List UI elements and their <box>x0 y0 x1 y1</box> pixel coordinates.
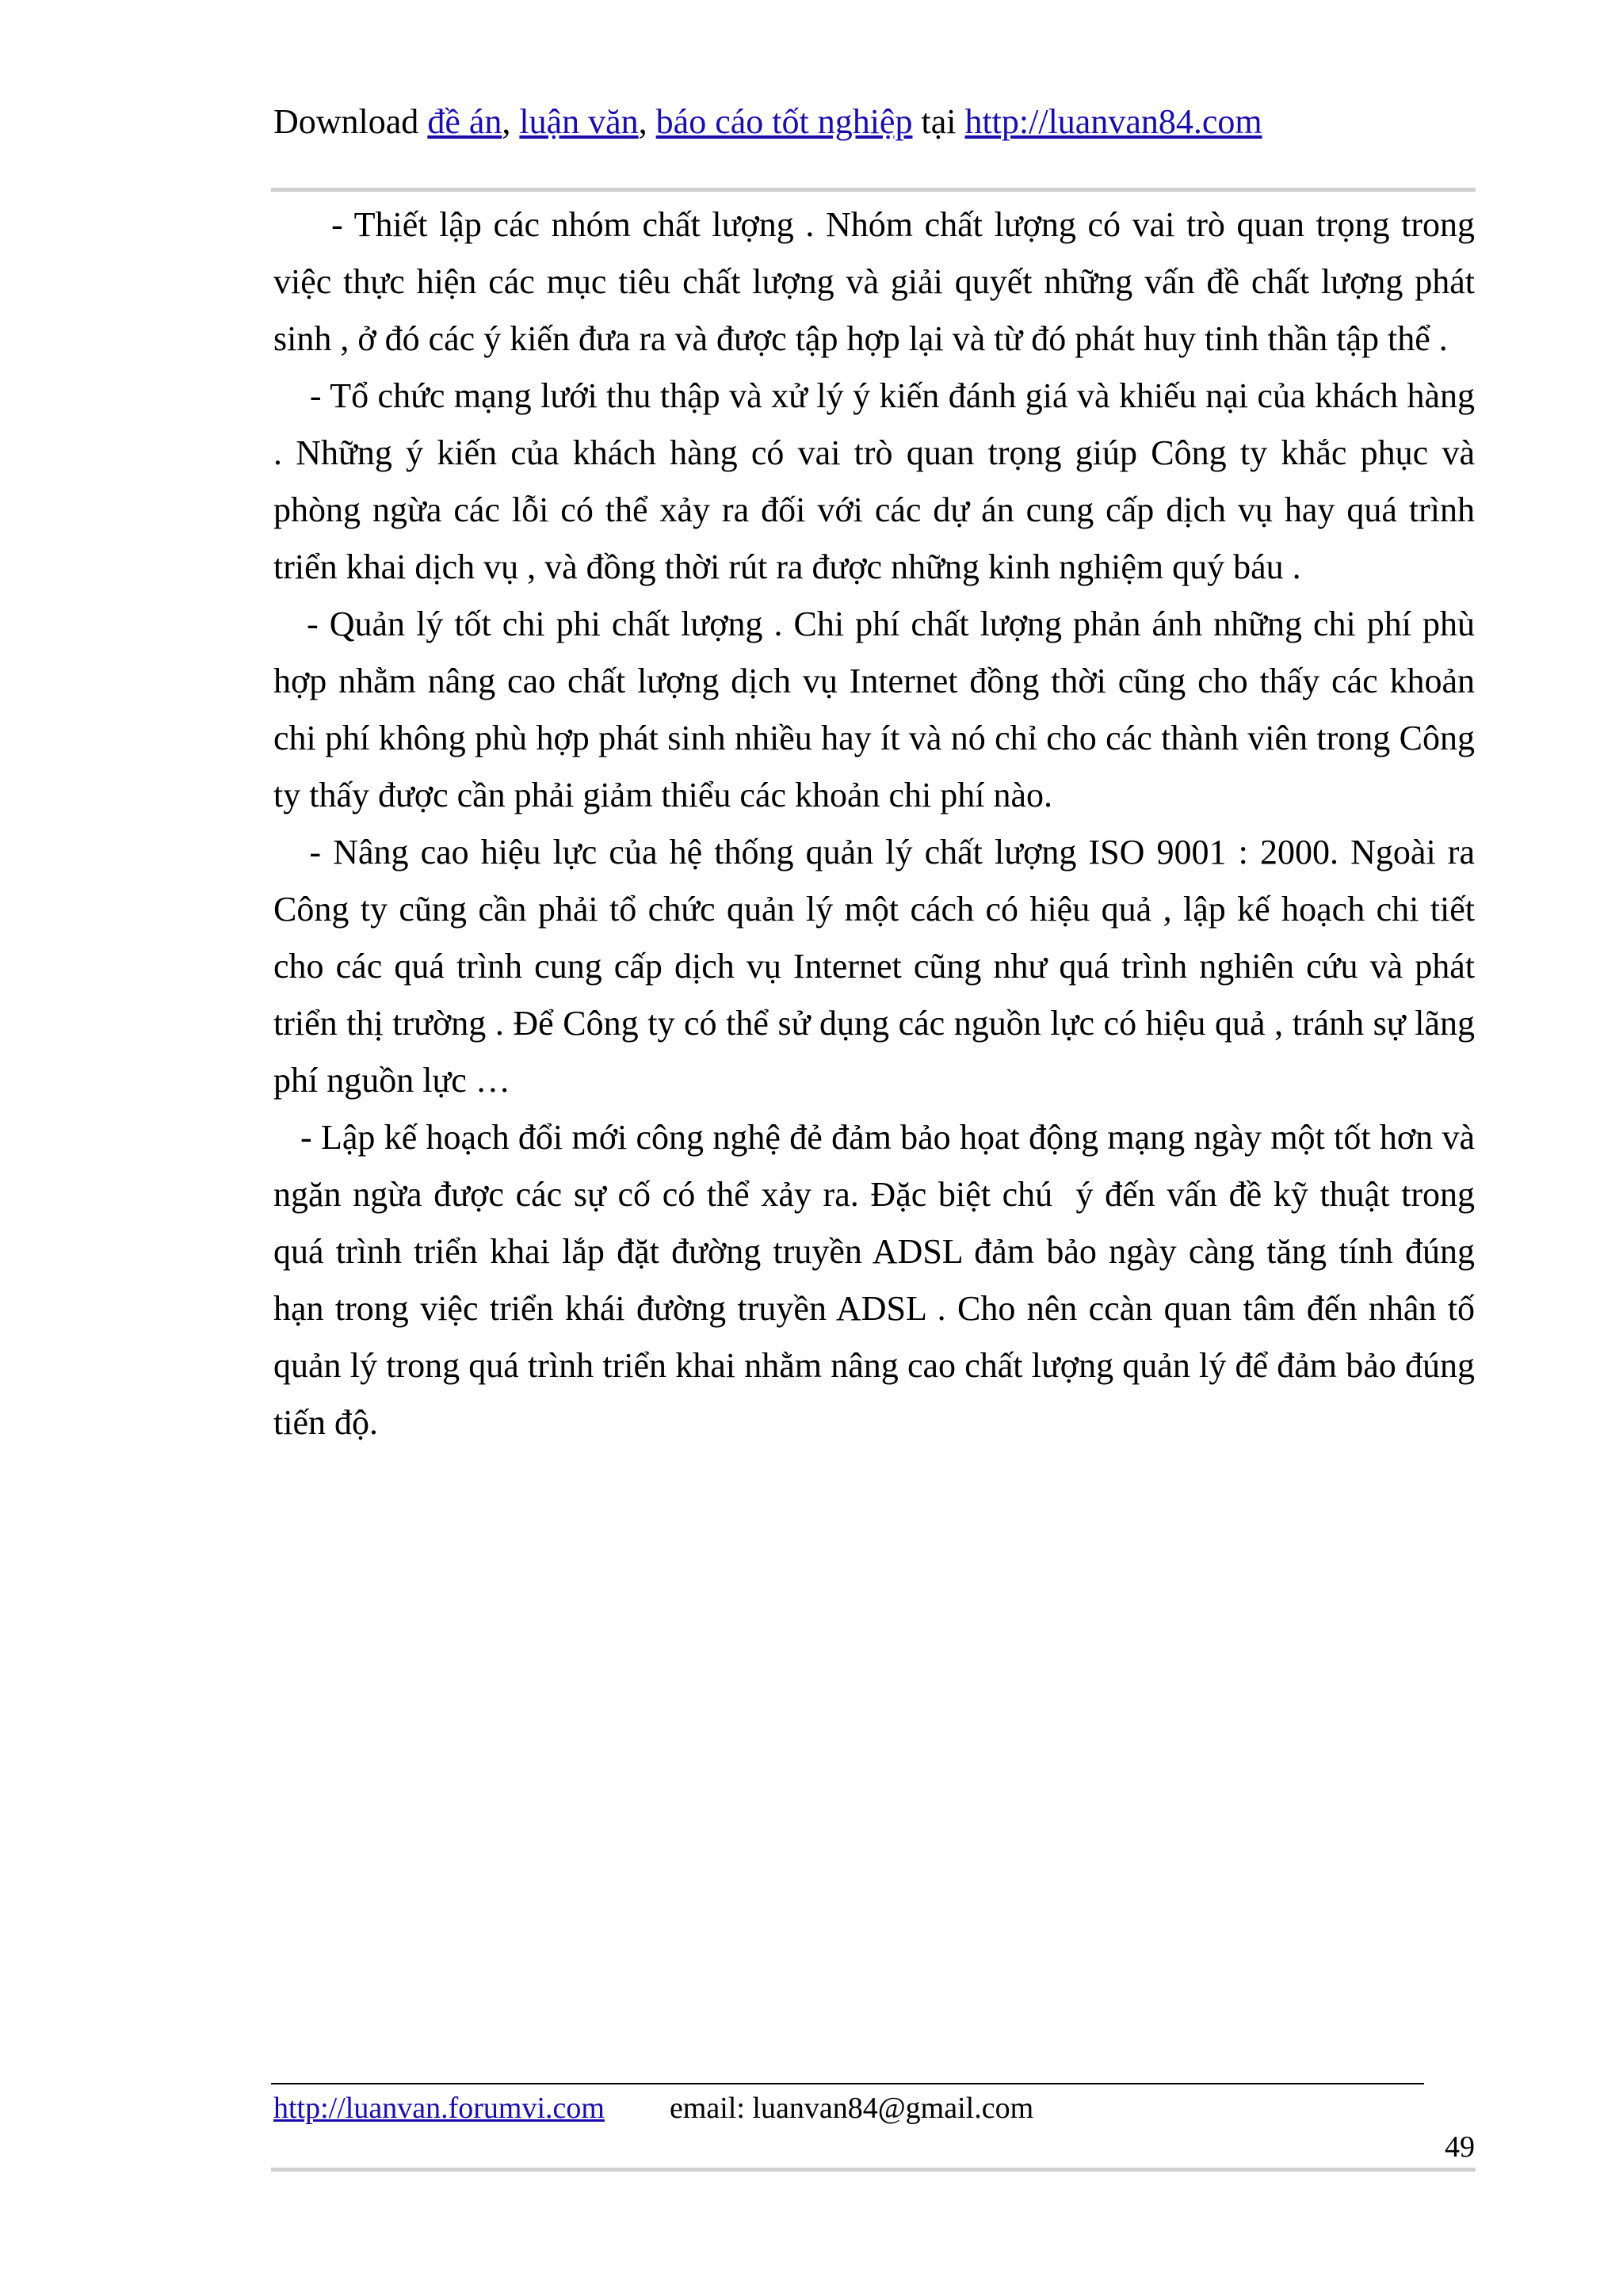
paragraph-y-kien-khach-hang: - Tổ chức mạng lưới thu thập và xử lý ý kiến đánh giá và khiếu nại của khách hàng . Những ý kiến của khách hàng có vai trò quan trọng giúp Công ty khắc phục và phòng ngừa các lỗi có thể xảy ra đối với các dự án cung cấp dịch vụ hay quá trình triển khai dịch vụ , và đồng thời rút ra được những kinh nghiệm quý báu . <box>273 376 1484 586</box>
link-bao-cao-tot-nghiep[interactable]: báo cáo tốt nghiệp <box>655 102 913 141</box>
paragraph-chi-phi-chat-luong: - Quản lý tốt chi phi chất lượng . Chi phí chất lượng phản ánh những chi phí phù hợp nhằm nâng cao chất lượng dịch vụ Internet đồng thời cũng cho thấy các khoản chi phí không phù hợp phát sinh nhiều hay ít và nó chỉ cho các thành viên trong Công ty thấy được cần phải giảm thiểu các khoản chi phí nào. <box>273 605 1484 814</box>
header-separator: , <box>502 102 520 141</box>
page-footer <box>273 2088 1033 2128</box>
paragraph-nhom-chat-luong: - Thiết lập các nhóm chất lượng . Nhóm chất lượng có vai trò quan trọng trong việc thực hiện các mục tiêu chất lượng và giải quyết những vấn đề chất lượng phát sinh , ở đó các ý kiến đưa ra và được tập hợp lại và từ đó phát huy tinh thần tập thể . <box>273 205 1484 358</box>
page-header <box>273 98 1262 146</box>
page-body <box>273 196 1484 1451</box>
footer-site-link[interactable]: http://luanvan.forumvi.com <box>273 2092 605 2125</box>
header-divider <box>271 188 1476 192</box>
footer-divider <box>271 2083 1424 2084</box>
header-middle: tại <box>912 102 965 141</box>
link-luanvan84[interactable]: http://luanvan84.com <box>964 102 1262 141</box>
link-luan-van[interactable]: luận văn <box>519 102 639 141</box>
header-prefix: Download <box>273 102 428 141</box>
paragraph-doi-moi-cong-nghe: - Lập kế hoạch đổi mới công nghệ đẻ đảm bảo họat động mạng ngày một tốt hơn và ngăn ngừa được các sự cố có thể xảy ra. Đặc biệt chú ý đến vấn đề kỹ thuật trong quá trình triển khai lắp đặt đường truyền ADSL đảm bảo ngày càng tăng tính đúng hạn trong việc triển khái đường truyền ADSL . Cho nên ccàn quan tâm đến nhân tố quản lý trong quá trình triển khai nhằm nâng cao chất lượng quản lý để đảm bảo đúng tiến độ. <box>273 1118 1484 1442</box>
header-separator: , <box>638 102 656 141</box>
paragraph-iso-9001: - Nâng cao hiệu lực của hệ thống quản lý chất lượng ISO 9001 : 2000. Ngoài ra Công ty cũng cần phải tổ chức quản lý một cách có hiệu quả , lập kế hoạch chi tiết cho các quá trình cung cấp dịch vụ Internet cũng như quá trình nghiên cứu và phát triển thị trường . Để Công ty có thể sử dụng các nguồn lực có hiệu quả , tránh sự lãng phí nguồn lực … <box>273 833 1484 1100</box>
link-de-an[interactable]: đề án <box>427 102 502 141</box>
page-number: 49 <box>1445 2130 1475 2164</box>
footer-email: email: luanvan84@gmail.com <box>669 2092 1034 2125</box>
bottom-divider <box>271 2168 1476 2172</box>
